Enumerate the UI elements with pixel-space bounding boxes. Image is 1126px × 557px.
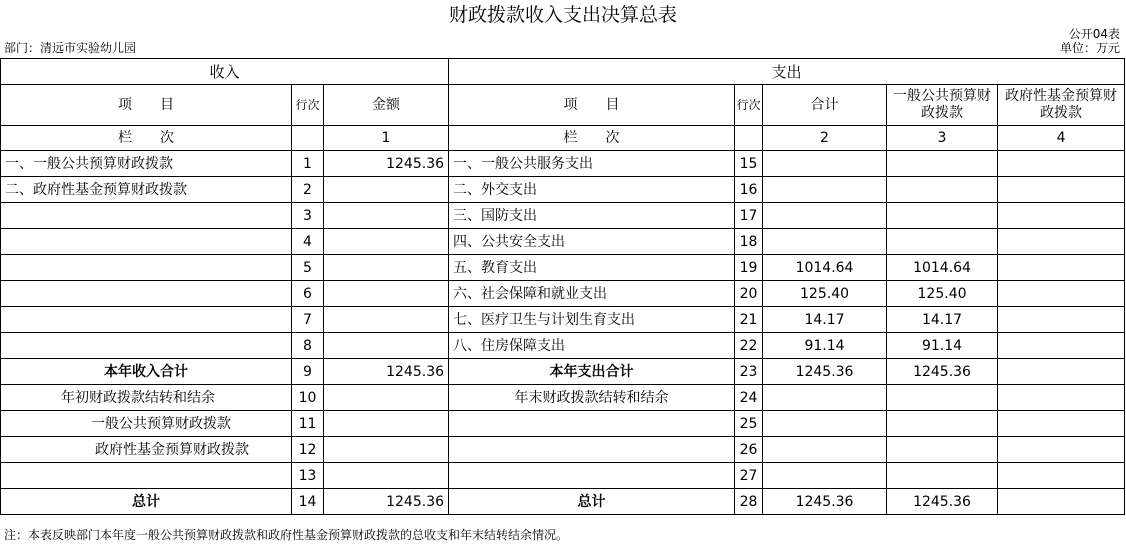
table-row bbox=[1, 437, 1125, 463]
expense-general bbox=[887, 385, 998, 411]
total-header: 合计 bbox=[763, 85, 887, 126]
expense-row-no: 22 bbox=[735, 333, 763, 359]
expense-grand-total-label: 总计 bbox=[449, 489, 735, 515]
expense-general bbox=[887, 203, 998, 229]
income-amount bbox=[324, 411, 449, 437]
income-item bbox=[1, 229, 292, 255]
expense-item: 二、外交支出 bbox=[449, 177, 735, 203]
expense-row-no: 15 bbox=[735, 151, 763, 177]
expense-item: 五、教育支出 bbox=[449, 255, 735, 281]
expense-fund bbox=[998, 177, 1125, 203]
expense-general: 1245.36 bbox=[887, 489, 998, 515]
expense-general: 91.14 bbox=[887, 333, 998, 359]
expense-item: 年末财政拨款结转和结余 bbox=[449, 385, 735, 411]
expense-fund bbox=[998, 333, 1125, 359]
expense-item-header: 项 目 bbox=[449, 85, 735, 126]
income-row-no: 10 bbox=[292, 385, 324, 411]
expense-row-no: 27 bbox=[735, 463, 763, 489]
empty-cell bbox=[292, 126, 324, 151]
expense-item: 三、国防支出 bbox=[449, 203, 735, 229]
income-amount bbox=[324, 229, 449, 255]
unit-label: 单位：万元 bbox=[1059, 41, 1120, 55]
table-row bbox=[1, 307, 1125, 333]
expense-total bbox=[763, 437, 887, 463]
expense-fund bbox=[998, 385, 1125, 411]
expense-fund bbox=[998, 151, 1125, 177]
expense-total: 1245.36 bbox=[763, 489, 887, 515]
column-index-1: 1 bbox=[324, 126, 449, 151]
income-amount bbox=[324, 463, 449, 489]
income-row-no: 5 bbox=[292, 255, 324, 281]
expense-fund bbox=[998, 411, 1125, 437]
income-item: 一般公共预算财政拨款 bbox=[1, 411, 292, 437]
expense-row-no: 16 bbox=[735, 177, 763, 203]
income-row-no: 4 bbox=[292, 229, 324, 255]
expense-row-no: 26 bbox=[735, 437, 763, 463]
expense-row-no: 18 bbox=[735, 229, 763, 255]
budget-table bbox=[0, 58, 1125, 515]
column-index-label-expense: 栏 次 bbox=[449, 126, 735, 151]
table-row bbox=[1, 177, 1125, 203]
expense-fund bbox=[998, 307, 1125, 333]
income-grand-total-label: 总计 bbox=[1, 489, 292, 515]
column-index-label: 栏 次 bbox=[1, 126, 292, 151]
income-rowno-header: 行次 bbox=[292, 85, 324, 126]
report-title: 财政拨款收入支出决算总表 bbox=[448, 4, 677, 26]
column-index-4: 4 bbox=[998, 126, 1125, 151]
income-row-no: 9 bbox=[292, 359, 324, 385]
expense-item: 六、社会保障和就业支出 bbox=[449, 281, 735, 307]
expense-item bbox=[449, 411, 735, 437]
income-amount: 1245.36 bbox=[324, 489, 449, 515]
footnote: 注：本表反映部门本年度一般公共预算财政拨款和政府性基金预算财政拨款的总收支和年末结转结余情况。 bbox=[4, 528, 569, 542]
income-amount: 1245.36 bbox=[324, 151, 449, 177]
income-row-no: 3 bbox=[292, 203, 324, 229]
gov-fund-header: 政府性基金预算财政拨款 bbox=[998, 85, 1125, 126]
expense-row-no: 21 bbox=[735, 307, 763, 333]
expense-general bbox=[887, 411, 998, 437]
income-item bbox=[1, 281, 292, 307]
income-amount bbox=[324, 307, 449, 333]
expense-general bbox=[887, 151, 998, 177]
income-amount bbox=[324, 333, 449, 359]
expense-total: 1245.36 bbox=[763, 359, 887, 385]
expense-general: 1245.36 bbox=[887, 359, 998, 385]
income-row-no: 2 bbox=[292, 177, 324, 203]
expense-row-no: 19 bbox=[735, 255, 763, 281]
expense-fund bbox=[998, 437, 1125, 463]
income-row-no: 11 bbox=[292, 411, 324, 437]
income-row-no: 8 bbox=[292, 333, 324, 359]
expense-total: 125.40 bbox=[763, 281, 887, 307]
income-amount bbox=[324, 437, 449, 463]
table-row bbox=[1, 229, 1125, 255]
table-row bbox=[1, 411, 1125, 437]
expense-general bbox=[887, 437, 998, 463]
expense-item bbox=[449, 463, 735, 489]
column-index-2: 2 bbox=[763, 126, 887, 151]
expense-general bbox=[887, 177, 998, 203]
income-section-header: 收入 bbox=[1, 59, 449, 85]
expense-general: 1014.64 bbox=[887, 255, 998, 281]
expense-fund bbox=[998, 489, 1125, 515]
income-item: 政府性基金预算财政拨款 bbox=[1, 437, 292, 463]
income-item-header: 项 目 bbox=[1, 85, 292, 126]
column-index-3: 3 bbox=[887, 126, 998, 151]
income-row-no: 7 bbox=[292, 307, 324, 333]
expense-total bbox=[763, 203, 887, 229]
expense-item: 四、公共安全支出 bbox=[449, 229, 735, 255]
income-item: 二、政府性基金预算财政拨款 bbox=[1, 177, 292, 203]
expense-total bbox=[763, 463, 887, 489]
expense-total bbox=[763, 177, 887, 203]
income-row-no: 14 bbox=[292, 489, 324, 515]
income-item: 年初财政拨款结转和结余 bbox=[1, 385, 292, 411]
expense-fund bbox=[998, 203, 1125, 229]
expense-total: 14.17 bbox=[763, 307, 887, 333]
income-subtotal-label: 本年收入合计 bbox=[1, 359, 292, 385]
table-row bbox=[1, 281, 1125, 307]
table-row bbox=[1, 151, 1125, 177]
empty-cell bbox=[735, 126, 763, 151]
expense-row-no: 24 bbox=[735, 385, 763, 411]
expense-row-no: 17 bbox=[735, 203, 763, 229]
expense-row-no: 20 bbox=[735, 281, 763, 307]
general-budget-header: 一般公共预算财政拨款 bbox=[887, 85, 998, 126]
expense-total: 91.14 bbox=[763, 333, 887, 359]
expense-row-no: 23 bbox=[735, 359, 763, 385]
income-row-no: 13 bbox=[292, 463, 324, 489]
form-number: 公开04表 bbox=[1068, 27, 1120, 41]
income-amount bbox=[324, 255, 449, 281]
table-row bbox=[1, 203, 1125, 229]
income-amount bbox=[324, 203, 449, 229]
income-amount: 1245.36 bbox=[324, 359, 449, 385]
expense-fund bbox=[998, 229, 1125, 255]
expense-row-no: 25 bbox=[735, 411, 763, 437]
expense-total bbox=[763, 385, 887, 411]
income-item bbox=[1, 463, 292, 489]
expense-fund bbox=[998, 281, 1125, 307]
income-row-no: 12 bbox=[292, 437, 324, 463]
expense-general bbox=[887, 229, 998, 255]
table-row bbox=[1, 489, 1125, 515]
expense-fund bbox=[998, 255, 1125, 281]
expense-item bbox=[449, 437, 735, 463]
expense-subtotal-label: 本年支出合计 bbox=[449, 359, 735, 385]
income-amount bbox=[324, 281, 449, 307]
expense-general: 125.40 bbox=[887, 281, 998, 307]
expense-item: 七、医疗卫生与计划生育支出 bbox=[449, 307, 735, 333]
income-row-no: 6 bbox=[292, 281, 324, 307]
expense-general bbox=[887, 463, 998, 489]
expense-total bbox=[763, 411, 887, 437]
expense-fund bbox=[998, 463, 1125, 489]
expense-item: 一、一般公共服务支出 bbox=[449, 151, 735, 177]
table-row bbox=[1, 463, 1125, 489]
income-amount bbox=[324, 177, 449, 203]
expense-row-no: 28 bbox=[735, 489, 763, 515]
income-item bbox=[1, 307, 292, 333]
expense-total: 1014.64 bbox=[763, 255, 887, 281]
income-amount bbox=[324, 385, 449, 411]
expense-rowno-header: 行次 bbox=[735, 85, 763, 126]
income-item bbox=[1, 333, 292, 359]
income-item bbox=[1, 203, 292, 229]
expense-item: 八、住房保障支出 bbox=[449, 333, 735, 359]
expense-section-header: 支出 bbox=[449, 59, 1125, 85]
table-row bbox=[1, 333, 1125, 359]
income-row-no: 1 bbox=[292, 151, 324, 177]
expense-total bbox=[763, 151, 887, 177]
income-item: 一、一般公共预算财政拨款 bbox=[1, 151, 292, 177]
expense-fund bbox=[998, 359, 1125, 385]
table-row bbox=[1, 255, 1125, 281]
income-item bbox=[1, 255, 292, 281]
expense-total bbox=[763, 229, 887, 255]
expense-general: 14.17 bbox=[887, 307, 998, 333]
table-row bbox=[1, 385, 1125, 411]
table-row bbox=[1, 359, 1125, 385]
amount-header: 金额 bbox=[324, 85, 449, 126]
department-label: 部门：清远市实验幼儿园 bbox=[4, 41, 137, 55]
